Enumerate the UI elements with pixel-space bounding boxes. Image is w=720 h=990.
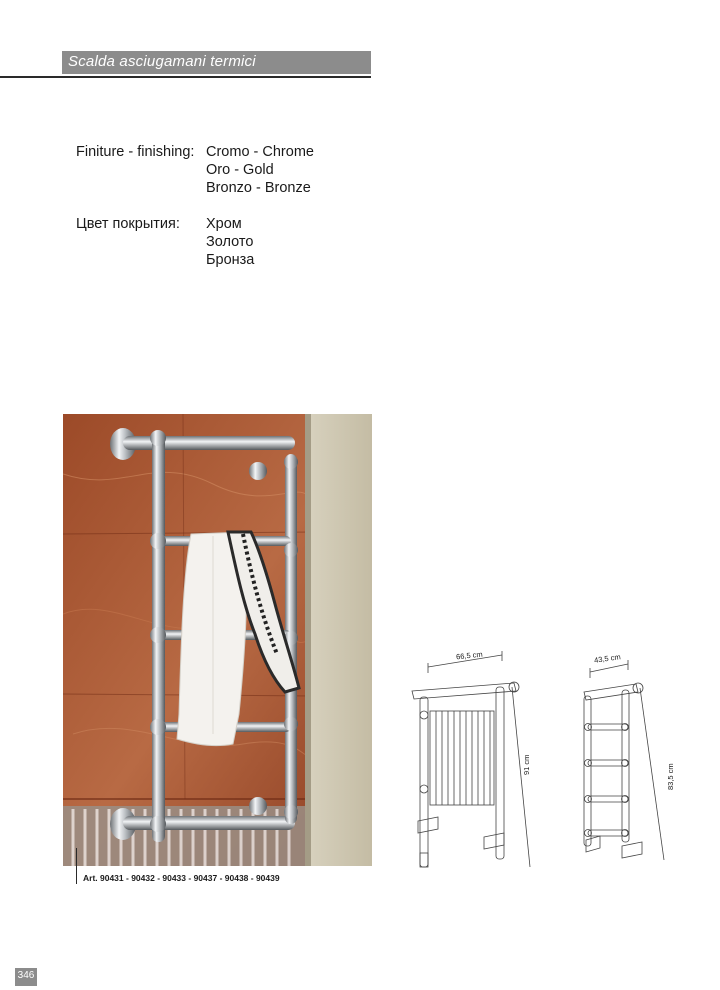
header-divider [0, 76, 371, 78]
page-title: Scalda asciugamani termici [68, 53, 256, 70]
finishes-row-ru [76, 215, 314, 269]
towel-warmer-photo-illustration [63, 414, 372, 866]
finish-gold: Oro - Gold [206, 162, 274, 178]
finish-bronze: Bronzo - Bronze [206, 180, 311, 196]
diagram-towel-rail-model [572, 650, 682, 865]
finish-chrome: Cromo - Chrome [206, 144, 314, 160]
product-photo [63, 414, 372, 866]
diagram-right-width: 43,5 cm [593, 652, 622, 665]
diagram-left-height: 91 cm [522, 754, 531, 775]
article-codes-caption: Art. 90431 - 90432 - 90433 - 90437 - 90438 - 90439 [83, 873, 280, 883]
finish-chrome-ru: Хром [206, 216, 242, 232]
diagram-left-width: 66,5 cm [455, 649, 484, 662]
towel-rail-line-drawing [572, 650, 682, 865]
finish-bronze-ru: Бронза [206, 252, 255, 268]
page-number: 346 [17, 970, 35, 981]
diagram-right-height: 83,5 cm [666, 763, 675, 790]
finishes-label: Finiture - finishing: [76, 144, 195, 160]
diagram-radiator-model [404, 645, 544, 875]
finishes-row-it-en [76, 143, 314, 197]
finishes-label-ru: Цвет покрытия: [76, 216, 180, 232]
finishes-block [76, 143, 314, 269]
finish-gold-ru: Золото [206, 234, 254, 250]
caption-leader-line [76, 848, 77, 884]
